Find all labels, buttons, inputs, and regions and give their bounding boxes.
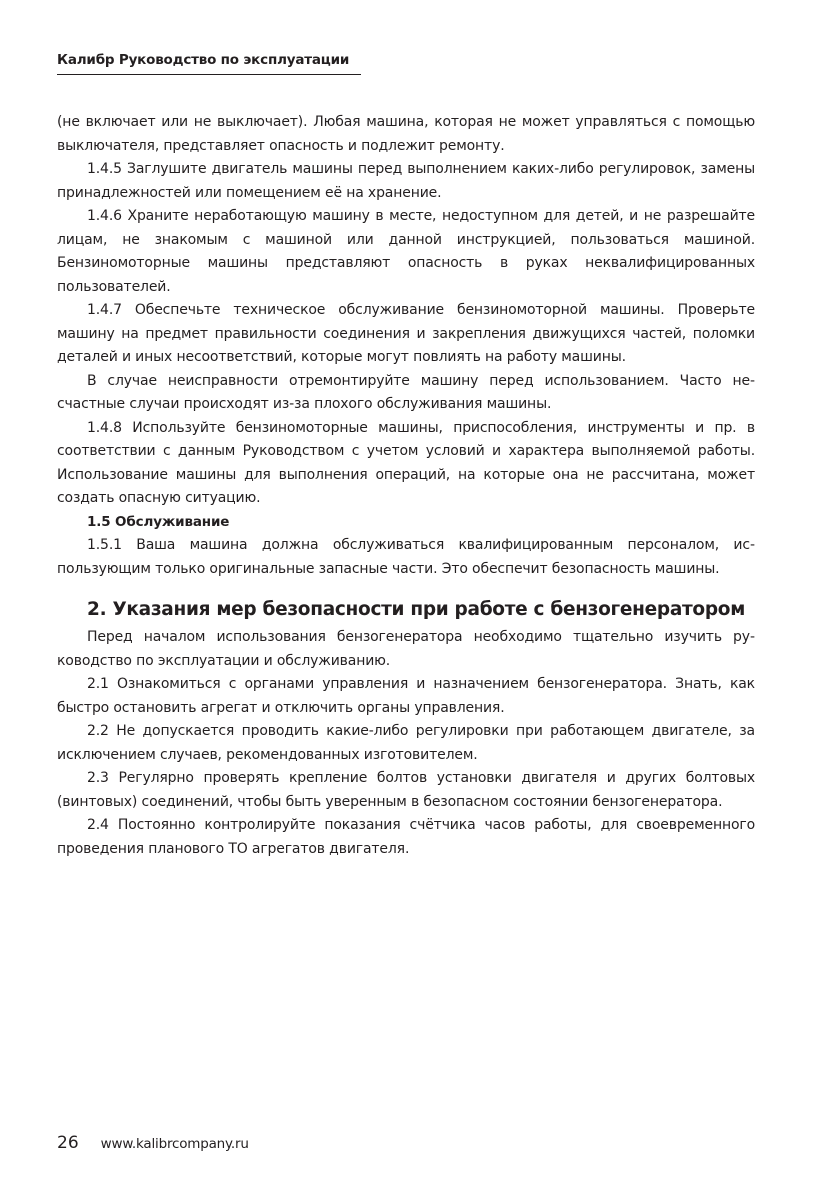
paragraph-2-2: 2.2 Не допускается проводить какие-либо регулировки при работающем двигателе, за исключением случаев, рекомендованных изготовителем. — [57, 723, 755, 763]
paragraph-1-4-6: 1.4.6 Храните неработающую машину в месте, недоступном для детей, и не разрешайте лицам, не знакомым с машиной или данной инструкцией, пользоваться машиной. Бензиномоторные машины представляют опасность в руках неквалифицированных пользователей. — [57, 208, 755, 295]
paragraph-2-4: 2.4 Постоянно контролируйте показания счётчика часов работы, для своевременного проведения планового ТО агрегатов двигателя. — [57, 817, 755, 857]
paragraph-malfunction: В случае неисправности отремонтируйте машину перед использованием. Часто несчастные случаи происходят из-за плохого обслуживания машины. — [57, 372, 755, 412]
paragraph-2-3: 2.3 Регулярно проверять крепление болтов установки двигателя и других болтовых (винтовых) соединений, чтобы быть уверенным в безопасном состоянии бензогенератора. — [57, 770, 755, 810]
paragraph-1-4-7: 1.4.7 Обеспечьте техническое обслуживание бензиномоторной машины. Проверьте машину на предмет правильности соединения и закрепления движущихся частей, поломки деталей и иных несоответствий, которые могут повлиять на работу машины. — [57, 302, 755, 365]
page-body — [57, 111, 755, 861]
page-number: 26 — [57, 1133, 79, 1153]
paragraph-2-1: 2.1 Ознакомиться с органами управления и назначением бензогенератора. Знать, как быстро остановить агрегат и отключить органы управления. — [57, 676, 755, 716]
page-footer — [57, 1133, 249, 1157]
paragraph-continuation: (не включает или не выключает). Любая машина, которая не может управляться с помощью выключателя, представляет опасность и подлежит ремонту. — [57, 114, 755, 154]
running-header-title: Калибр Руководство по эксплуатации — [57, 52, 361, 75]
paragraph-1-4-8: 1.4.8 Используйте бензиномоторные машины, приспособления, инструменты и пр. в соответствии с данным Руководством с учетом условий и характера выполняемой работы. Использование машины для выполнения операций, на которые она не рассчитана, может создать опасную ситуацию. — [57, 419, 755, 506]
paragraph-1-5-1: 1.5.1 Ваша машина должна обслуживаться квалифицированным персоналом, использующим только оригинальные запасные части. Это обеспечит безопасность машины. — [57, 537, 755, 577]
paragraph-1-4-5: 1.4.5 Заглушите двигатель машины перед выполнением каких-либо регулировок, замены принадлежностей или помещением её на хранение. — [57, 161, 755, 201]
subsection-heading-1-5: 1.5 Обслуживание — [87, 513, 230, 530]
footer-website-url: www.kalibrcompany.ru — [100, 1136, 249, 1152]
section-title-2: 2. Указания мер безопасности при работе с бензогенератором — [87, 599, 746, 620]
paragraph-section2-intro: Перед началом использования бензогенератора необходимо тщательно изучить руководство по эксплуатации и обслуживанию. — [57, 629, 755, 669]
